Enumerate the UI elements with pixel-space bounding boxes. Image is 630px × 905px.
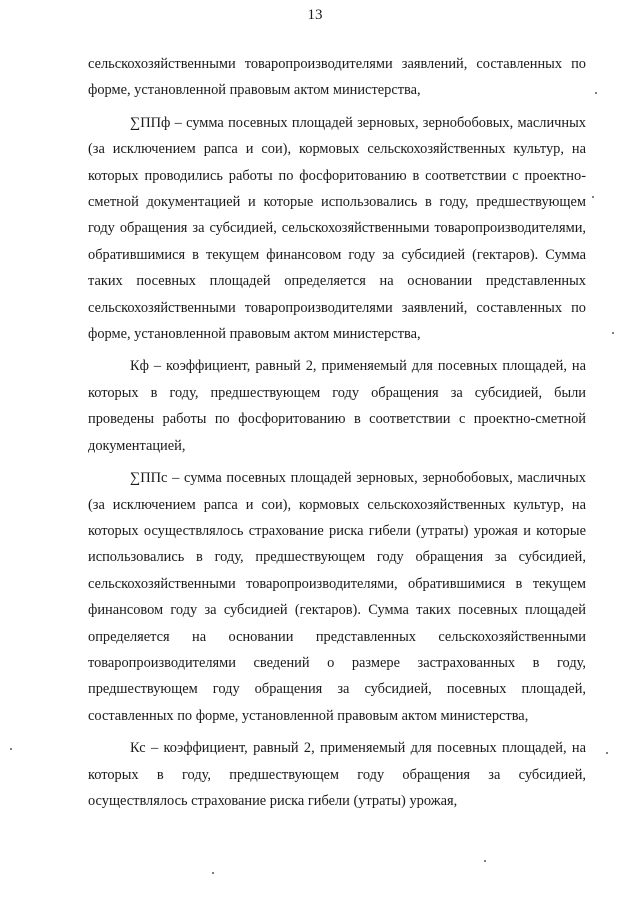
scan-speck [606, 752, 608, 754]
page-number: 13 [307, 7, 323, 23]
paragraph-sum-insured-areas: ∑ППс – сумма посевных площадей зерновых, зернобобовых, масличных (за исключением рапса и сои), кормовых сельскохозяйственных культур, на которых осуществлялось страхование риска гибели (утраты) урожая и которые использовались в году, предшествующем году обращения за субсидией, сельскохозяйственными товаропроизводителями, обратившимися в текущем финансовом году за субсидией (гектаров). Сумма таких посевных площадей определяется на основании представленных сельскохозяйственными товаропроизводителями сведений о размере застрахованных в году, предшествующем году обращения за субсидией, посевных площадей, составленных по форме, установленной правовым актом министерства, [88, 470, 586, 724]
paragraph-continuation: сельскохозяйственными товаропроизводителями заявлений, составленных по форме, установленной правовым актом министерства, [88, 56, 586, 99]
scan-speck [595, 92, 597, 94]
scan-speck [612, 332, 614, 334]
paragraph-sum-phosphorite-areas: ∑ППф – сумма посевных площадей зерновых, зернобобовых, масличных (за исключением рапса и сои), кормовых сельскохозяйственных культур, на которых проводились работы по фосфоритованию в соответствии с проектно-сметной документацией и которые использовались в году, предшествующем году обращения за субсидией, сельскохозяйственными товаропроизводителями, обратившимися в текущем финансовом году за субсидией (гектаров). Сумма таких посевных площадей определяется на основании представленных сельскохозяйственными товаропроизводителями заявлений, составленных по форме, установленной правовым актом министерства, [88, 114, 586, 343]
paragraph-insurance-coefficient: Кс – коэффициент, равный 2, применяемый для посевных площадей, на которых в году, предшествующем году обращения за субсидией, осуществлялось страхование риска гибели (утраты) урожая, [88, 740, 586, 809]
document-body [88, 51, 586, 814]
scan-speck [592, 196, 594, 198]
scan-speck [484, 860, 486, 862]
scan-speck [10, 748, 12, 750]
paragraph-phosphorite-coefficient: Кф – коэффициент, равный 2, применяемый для посевных площадей, на которых в году, предшествующем году обращения за субсидией, были проведены работы по фосфоритованию в соответствии с проектно-сметной документацией, [88, 358, 586, 454]
scan-speck [212, 872, 214, 874]
